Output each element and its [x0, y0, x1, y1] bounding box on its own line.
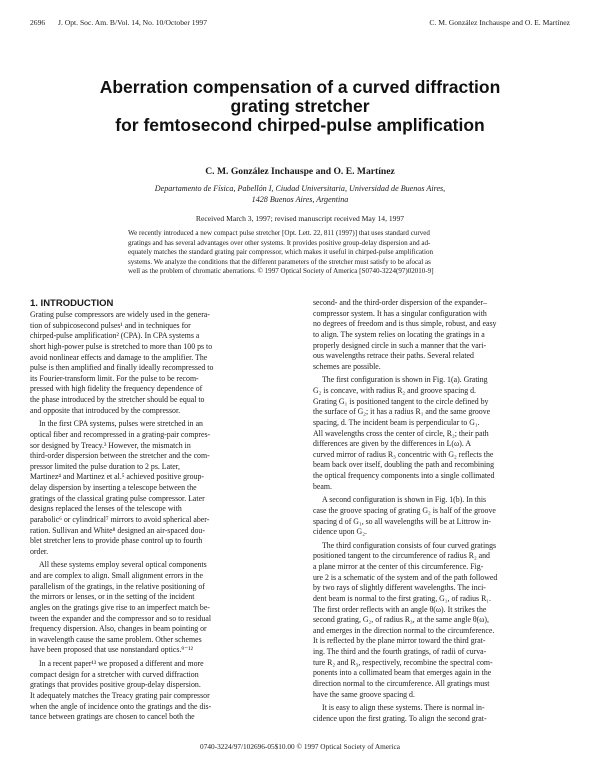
body-text-line: tween the expander and the compressor and so to residual	[30, 613, 211, 623]
abstract-line: We recently introduced a new compact pulse stretcher [Opt. Lett. 22, 811 (1997)] that uses standard curved	[128, 229, 430, 237]
journal-citation: J. Opt. Soc. Am. B/Vol. 14, No. 10/October 1997	[58, 18, 207, 27]
body-text-line: ture R₂ and R₃, respectively, recombine the spectral com-	[313, 657, 493, 667]
body-text-line: cidence upon G₂.	[313, 527, 367, 537]
body-text-line: in wavelength cause the same problem. Other schemes	[30, 634, 202, 644]
title-line: for femtosecond chirped-pulse amplification	[115, 115, 485, 135]
body-text-line: and are complex to align. Small alignment errors in the	[30, 571, 203, 580]
body-text-line: schemes are possible.	[313, 361, 381, 371]
page-number: 2696	[30, 18, 46, 27]
body-text-line: ration. Sullivan and White⁸ designed an air-spaced dou-	[30, 525, 205, 535]
body-text-line: ponents into a collimated beam that emerges again in the	[313, 668, 492, 678]
body-text-line: cidence upon the first grating. To align the second grat-	[313, 713, 487, 723]
body-text-line: sor designed by Treacy.³ However, the mismatch in	[30, 440, 191, 450]
body-text-line: have the same groove spacing d.	[313, 689, 415, 699]
body-text-line: G₂ is concave, with radius R₂ and groove spacing d.	[313, 386, 476, 395]
body-text-line: beam.	[313, 481, 332, 491]
body-text-line: have been proposed that use nonstandard optics.⁹⁻¹²	[30, 645, 193, 655]
body-text-line: second grating, G₂, of radius R₃, at the same angle θ(ω),	[313, 615, 490, 625]
body-text-line: spacing d of G₁, so all wavelengths will be at Littrow in-	[313, 516, 491, 526]
body-text-line: a plane mirror at the center of this circumference. Fig-	[313, 562, 484, 571]
body-text-line: case the groove spacing of grating G₂ is half of the groove	[313, 505, 496, 515]
body-text-line: The first configuration is shown in Fig. 1(a). Grating	[322, 375, 488, 385]
body-text-line: tance between gratings are chosen to cancel both the	[30, 712, 195, 722]
body-text-line: It adequately matches the Treacy grating pair compressor	[30, 690, 210, 700]
body-text-line: All wavelengths cross the center of circle, R₂; their path	[313, 428, 489, 438]
body-text-line: third-order dispersion between the stretcher and the com-	[30, 451, 210, 461]
body-text-line: the phase introduced by the stretcher should be equal to	[30, 395, 205, 404]
abstract-line: systems. We analyze the conditions that the different parameters of the stretcher must satisfy to be afocal as	[128, 257, 431, 266]
body-text-line: parabolic⁶ or cylindrical⁷ mirrors to avoid spherical aber-	[30, 514, 210, 524]
page-footer: 0740-3224/97/102696-05$10.00 © 1997 Optical Society of America	[200, 742, 400, 751]
body-text-line: ing. The third and the fourth gratings, of radii of curva-	[313, 647, 487, 656]
body-text-line: dent beam is normal to the first grating, G₁, of radius R₁.	[313, 593, 491, 603]
body-text-line: the optical frequency components into a single collimated	[313, 471, 495, 480]
received-dates: Received March 3, 1997; revised manuscript received May 14, 1997	[195, 214, 405, 223]
title-line: grating stretcher	[230, 96, 370, 116]
running-authors: C. M. González Inchauspe and O. E. Martínez	[429, 18, 570, 27]
body-text-line: frequency dispersion. Also, changes in beam pointing or	[30, 624, 207, 634]
abstract	[128, 229, 476, 277]
body-text-line: The third configuration consists of four curved gratings	[322, 540, 497, 550]
running-header	[30, 18, 570, 30]
body-text-line: order.	[30, 546, 49, 556]
body-text-line: differences are given by the differences in L(ω). A	[313, 439, 471, 449]
body-text-line: angles on the gratings give rise to an imperfect match be-	[30, 602, 210, 612]
body-text-line: pressed with high fidelity the frequency dependence of	[30, 384, 203, 394]
affiliation-line: Departamento de Física, Pabellón I, Ciudad Universitaria, Universidad de Buenos Aires,	[154, 184, 446, 193]
body-text-line: properly designed circle in such a manner that the vari-	[313, 340, 487, 350]
left-column	[30, 310, 295, 723]
body-text-line: Grating pulse compressors are widely used in the genera-	[30, 310, 210, 319]
abstract-line: gratings and has several advantages over other systems. It provides positive group-delay dispersion and ad-	[128, 238, 431, 247]
body-text-line: no degrees of freedom and is thus simple, robust, and easy	[313, 319, 497, 329]
body-text-line: ous wavelengths retrace their paths. Several related	[313, 351, 474, 361]
abstract-line: well as the problem of chromatic aberrations. © 1997 Optical Society of America [S0740-3224(97)02010-9]	[128, 267, 434, 276]
body-text-line: compressor system. It has a singular configuration with	[313, 308, 487, 318]
body-text-line: gratings that provides positive group-delay dispersion.	[30, 680, 201, 690]
abstract-line: equately matches the standard grating pair compressor, which makes it useful in chirped-pulse amplification	[128, 248, 433, 257]
body-text-line: A second configuration is shown in Fig. 1(b). In this	[322, 495, 487, 505]
affiliation-line: 1428 Buenos Aires, Argentina	[251, 195, 349, 204]
body-text-line: chirped-pulse amplification² (CPA). In CPA systems a	[30, 331, 200, 341]
body-text-line: short high-power pulse is stretched to more than 100 ps to	[30, 341, 213, 351]
body-text-line: positioned tangent to the circumference of radius R₂ and	[313, 551, 490, 561]
affiliation	[0, 183, 600, 205]
body-text-line: Martinez⁴ and Martinez et al.⁵ achieved positive group-	[30, 472, 205, 482]
author-list: C. M. González Inchauspe and O. E. Martínez	[205, 166, 395, 177]
body-text-line: gratings of the classical grating pulse compressor. Later	[30, 493, 205, 503]
body-text-line: All these systems employ several optical components	[39, 560, 207, 570]
body-text-line: Grating G₁ is positioned tangent to the circle defined by	[313, 396, 489, 406]
body-text-line: when the angle of incidence onto the gratings and the dis-	[30, 701, 212, 711]
right-column	[313, 298, 578, 724]
body-text-line: the mirrors or lenses, or in the setting of the incident	[30, 592, 195, 602]
body-text-line: compact design for a stretcher with curved diffraction	[30, 669, 199, 679]
body-text-line: ure 2 is a schematic of the system and of the path followed	[313, 572, 498, 582]
body-text-line: pulse is then amplified and finally ideally recompressed to	[30, 363, 214, 373]
body-text-line: It is easy to align these systems. There is normal in-	[322, 703, 485, 713]
body-text-line: to align. The system relies on locating the gratings in a	[313, 329, 485, 339]
body-text-line: curved mirror of radius R₃ concentric with G₂ reflects the	[313, 449, 494, 459]
body-text-line: blet stretcher lens to provide phase control up to fourth	[30, 536, 203, 546]
body-text-line: pressor limited the pulse duration to 2 ps. Later,	[30, 461, 180, 471]
paper-title	[40, 78, 560, 135]
body-text-line: designs replaced the lenses of the telescope with	[30, 504, 182, 514]
body-text-line: parallelism of the gratings, in the relative positioning of	[30, 581, 205, 591]
body-text-line: second- and the third-order dispersion of the expander–	[313, 298, 488, 307]
body-text-line: by two rays of slightly different wavelengths. The inci-	[313, 583, 486, 593]
body-text-line: It is reflected by the plane mirror toward the third grat-	[313, 636, 486, 646]
body-text-line: its Fourier-transform limit. For the pulse to be recom-	[30, 373, 199, 383]
body-text-line: direction normal to the circumference. All gratings must	[313, 678, 490, 688]
body-text-line: tion of subpicosecond pulses¹ and in techniques for	[30, 320, 191, 330]
body-text-line: In a recent paper¹³ we proposed a different and more	[39, 659, 204, 668]
title-line: Aberration compensation of a curved diffraction	[99, 77, 501, 97]
body-text-line: optical fiber and recompressed in a grating-pair compres-	[30, 429, 211, 439]
body-text-line: In the first CPA systems, pulses were stretched in an	[39, 419, 203, 429]
body-text-line: beam back over itself, doubling the path and recombining	[313, 460, 495, 470]
body-text-line: and opposite that introduced by the compressor.	[30, 405, 181, 415]
body-text-line: spacing, d. The incident beam is perpendicular to G₁.	[313, 417, 480, 427]
body-text-line: avoid nonlinear effects and damage to the amplifier. The	[30, 352, 208, 362]
section-heading: 1. INTRODUCTION	[30, 298, 114, 309]
body-text-line: the surface of G₂; it has a radius R₁ and the same groove	[313, 407, 491, 417]
body-text-line: The first order reflects with an angle θ(ω). It strikes the	[313, 604, 487, 614]
body-text-line: and emerges in the direction normal to the circumference.	[313, 625, 495, 635]
body-text-line: delay dispersion by inserting a telescope between the	[30, 483, 197, 492]
